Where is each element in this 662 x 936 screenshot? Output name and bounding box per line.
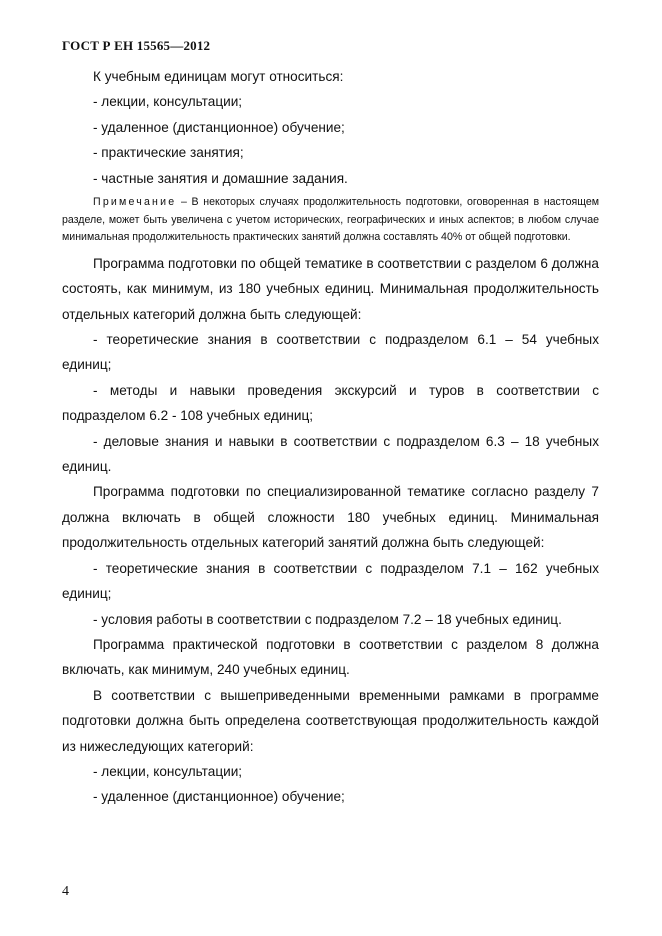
- list-item: - лекции, консультации;: [93, 94, 243, 110]
- list-item: - теоретические знания в соответствии с подразделом 7.1 – 162 учебных единиц;: [62, 560, 599, 602]
- paragraph: Программа подготовки по специализированной тематике согласно разделу 7 должна включать в общей сложности 180 учебных единиц. Минимальная продолжительность отдельных категорий занятий должна быть следующей:: [62, 484, 599, 551]
- list-item: - удаленное (дистанционное) обучение;: [93, 119, 345, 135]
- list-item: - лекции, консультации;: [93, 763, 243, 779]
- list-item: - деловые знания и навыки в соответствии с подразделом 6.3 – 18 учебных единиц.: [62, 433, 599, 475]
- list-item: - условия работы в соответствии с подразделом 7.2 – 18 учебных единиц.: [93, 611, 562, 627]
- note: [62, 194, 599, 247]
- paragraph: К учебным единицам могут относиться:: [93, 69, 344, 84]
- list-item: - методы и навыки проведения экскурсий и туров в соответствии с подразделом 6.2 - 108 учебных единиц;: [62, 382, 599, 424]
- document-header: ГОСТ Р ЕН 15565—2012: [62, 38, 211, 53]
- page-number: 4: [62, 884, 69, 899]
- paragraph: Программа практической подготовки в соответствии с разделом 8 должна включать, как минимум, 240 учебных единиц.: [62, 636, 599, 678]
- paragraph: В соответствии с вышеприведенными временными рамками в программе подготовки должна быть определена соответствующая продолжительность каждой из нижеследующих категорий:: [62, 687, 599, 754]
- note-text: – В некоторых случаях продолжительность подготовки, оговоренная в настоящем разделе, может быть увеличена с учетом исторических, географических и иных аспектов; в любом случае минимальная продолжительность практических занятий должна составлять 40% от общей подготовки.: [62, 196, 599, 244]
- list-item: - практические занятия;: [93, 145, 244, 161]
- note-label: Примечание: [93, 196, 177, 209]
- document-body: [62, 64, 599, 810]
- paragraph: Программа подготовки по общей тематике в соответствии с разделом 6 должна состоять, как минимум, из 180 учебных единиц. Минимальная продолжительность отдельных категорий должна быть следующей:: [62, 255, 599, 322]
- list-item: - теоретические знания в соответствии с подразделом 6.1 – 54 учебных единиц;: [62, 332, 599, 373]
- list-item: - частные занятия и домашние задания.: [93, 170, 348, 186]
- list-item: - удаленное (дистанционное) обучение;: [93, 789, 345, 805]
